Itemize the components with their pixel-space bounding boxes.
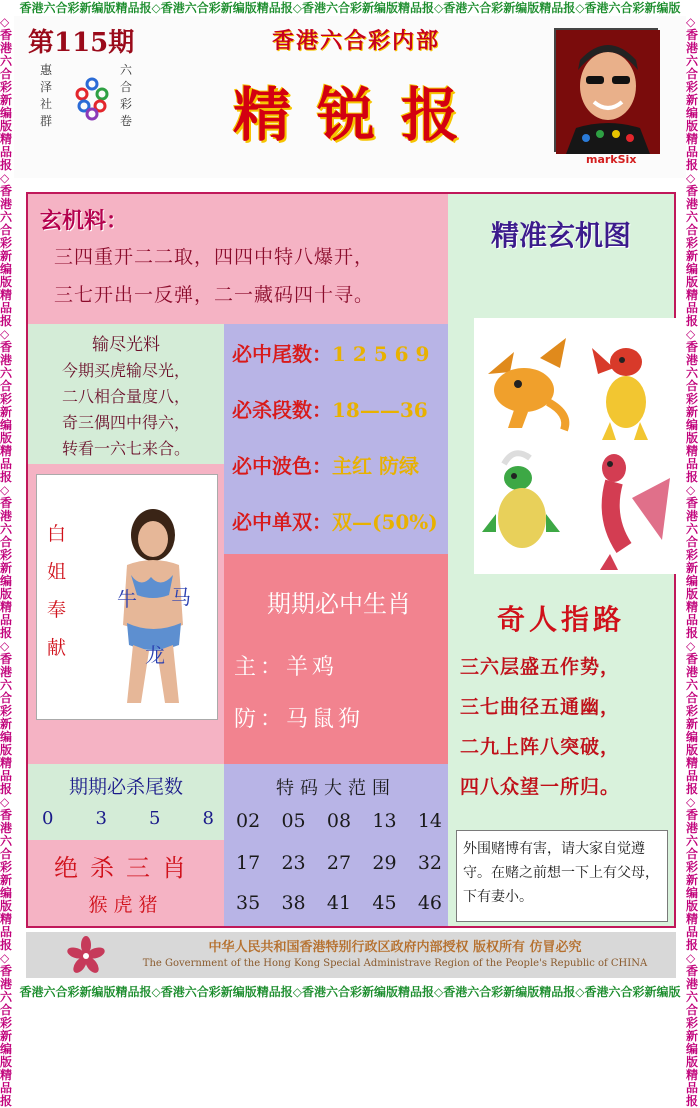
special-number: 23 xyxy=(281,852,306,874)
dragon-icon xyxy=(592,348,648,440)
footer-english: The Government of the Hong Kong Special Administrave Region of the People's Republic of CHINA xyxy=(142,958,648,969)
special-range-row xyxy=(236,892,442,914)
prediction-label: 必中波色： xyxy=(232,454,332,478)
content-panel xyxy=(26,192,676,928)
special-number: 14 xyxy=(417,810,442,832)
kill-tail-section xyxy=(28,764,224,840)
top-ticker: 香港六合彩新编版精品报◇香港六合彩新编版精品报◇香港六合彩新编版精品报◇香港六合彩新编版精品报◇香港六合彩新编版 xyxy=(19,1,681,15)
newspaper-frame xyxy=(14,16,686,984)
special-number: 41 xyxy=(326,892,352,914)
right-ticker: ◇香港六合彩新编版精品报◇香港六合彩新编版精品报◇香港六合彩新编版精品报◇香港六合彩新编版精品报◇香港六合彩新编版精品报◇香港六合彩新编版精品报◇香港六合彩新编版精品报 xyxy=(686,15,699,1108)
prediction-value: 18——36 xyxy=(332,398,428,422)
prediction-value: 双—(50%) xyxy=(332,510,438,534)
shengxiao-section xyxy=(224,554,448,764)
dragon-icon xyxy=(600,454,670,570)
shujin-title: 输尽光料 xyxy=(92,335,160,355)
special-number: 17 xyxy=(236,852,261,874)
prediction-tail xyxy=(232,338,429,367)
girl-section xyxy=(28,464,224,764)
dragon-icon xyxy=(482,453,560,548)
right-column xyxy=(448,194,674,926)
footer-banner xyxy=(26,932,676,978)
special-range-title: 特码大范围 xyxy=(276,778,396,799)
prediction-oddeven xyxy=(232,506,438,535)
prediction-color xyxy=(232,450,419,479)
special-number: 35 xyxy=(236,892,261,914)
special-number: 08 xyxy=(326,810,352,832)
masthead-subtitle: 香港六合彩内部 xyxy=(271,28,440,54)
club-left-text: 惠泽社群 xyxy=(40,63,53,128)
girl-caption-char: 奉 xyxy=(47,599,67,621)
special-number: 29 xyxy=(372,852,397,874)
qiren-title: 奇人指路 xyxy=(496,603,625,636)
portrait-photo xyxy=(554,28,658,152)
special-range-section xyxy=(224,764,448,926)
shengxiao-main: 主：羊鸡 xyxy=(234,655,339,680)
prediction-label: 必杀段数： xyxy=(232,398,332,422)
special-number: 38 xyxy=(281,892,306,914)
marksix-logo-icon xyxy=(72,76,112,120)
girl-photo-box xyxy=(36,474,218,720)
shujin-line: 今期买虎输尽光， xyxy=(61,361,190,380)
shujin-line: 转看一六七来合。 xyxy=(61,439,190,458)
kill-three-section xyxy=(28,840,224,926)
zodiac-tag: 龙 xyxy=(145,643,165,667)
club-badge xyxy=(34,62,144,142)
qiren-line: 三七曲径五通幽， xyxy=(460,696,621,718)
masthead xyxy=(14,16,686,178)
kill-tail-digit: 5 xyxy=(149,808,161,829)
qiren-line: 二九上阵八突破， xyxy=(460,736,621,758)
dragon-picture xyxy=(474,318,680,574)
xuanji-line: 三四重开二二取，四四中特八爆开， xyxy=(54,246,375,268)
special-number: 13 xyxy=(372,810,397,832)
prediction-segment xyxy=(232,394,428,423)
jingzhun-title: 精准玄机图 xyxy=(490,219,631,252)
kill-tail-digit: 3 xyxy=(95,808,107,829)
prediction-label: 必中单双： xyxy=(232,510,332,534)
xuanji-line: 三七开出一反弹，二一藏码四十寻。 xyxy=(54,284,375,306)
special-number: 32 xyxy=(417,852,442,874)
footer-chinese: 中华人民共和国香港特别行政区政府内部授权 版权所有 仿冒必究 xyxy=(208,940,582,955)
special-number: 05 xyxy=(281,810,306,832)
kill-tail-digit: 0 xyxy=(42,808,54,829)
qiren-line: 四八众望一所归。 xyxy=(460,776,621,798)
kill-tail-digit: 8 xyxy=(202,808,214,829)
special-number: 27 xyxy=(326,852,352,874)
prediction-value: 1 2 5 6 9 xyxy=(332,342,430,366)
club-right-text: 六合彩卷 xyxy=(120,63,133,128)
masthead-title: 精锐报 xyxy=(232,81,485,149)
gambling-warning: 外围赌博有害，请大家自觉遵守。在赌之前想一下上有父母，下有妻小。 xyxy=(456,830,668,922)
prediction-label: 必中尾数： xyxy=(232,342,332,366)
xuanji-section xyxy=(28,194,448,324)
prediction-value: 主红 防绿 xyxy=(332,454,419,478)
bottom-ticker: 香港六合彩新编版精品报◇香港六合彩新编版精品报◇香港六合彩新编版精品报◇香港六合彩新编版精品报◇香港六合彩新编版 xyxy=(19,985,681,999)
dragon-icon xyxy=(488,338,566,430)
bauhinia-emblem-icon xyxy=(66,935,106,975)
shujin-section xyxy=(28,324,224,464)
shengxiao-title: 期期必中生肖 xyxy=(267,590,411,618)
shujin-line: 奇三偶四中得六， xyxy=(61,413,190,432)
left-ticker: ◇香港六合彩新编版精品报◇香港六合彩新编版精品报◇香港六合彩新编版精品报◇香港六合彩新编版精品报◇香港六合彩新编版精品报◇香港六合彩新编版精品报◇香港六合彩新编版精品报 xyxy=(0,15,13,1108)
kill-three-title: 绝杀三肖 xyxy=(54,854,198,882)
kill-three-names: 猴虎猪 xyxy=(88,894,164,916)
special-number: 02 xyxy=(236,810,261,832)
special-range-row xyxy=(236,810,442,832)
shengxiao-guard: 防：马鼠狗 xyxy=(234,707,365,732)
portrait-brand: markSix xyxy=(586,153,637,166)
prediction-section xyxy=(224,324,448,554)
special-number: 46 xyxy=(417,892,442,914)
girl-caption-char: 姐 xyxy=(47,561,67,583)
zodiac-tag: 牛 xyxy=(117,587,137,611)
kill-tail-digits xyxy=(36,808,220,829)
girl-caption xyxy=(47,515,71,667)
xuanji-title: 玄机料： xyxy=(40,208,129,234)
zodiac-tag: 马 xyxy=(171,585,191,609)
girl-caption-char: 白 xyxy=(47,523,67,545)
girl-caption-char: 献 xyxy=(47,637,67,659)
qiren-line: 三六层盛五作势， xyxy=(460,656,621,678)
special-range-row xyxy=(236,852,442,874)
special-number: 45 xyxy=(372,892,397,914)
kill-tail-title: 期期必杀尾数 xyxy=(68,776,183,798)
issue-number: 第115期 xyxy=(28,28,135,58)
shujin-line: 二八相合量度八， xyxy=(61,387,190,406)
